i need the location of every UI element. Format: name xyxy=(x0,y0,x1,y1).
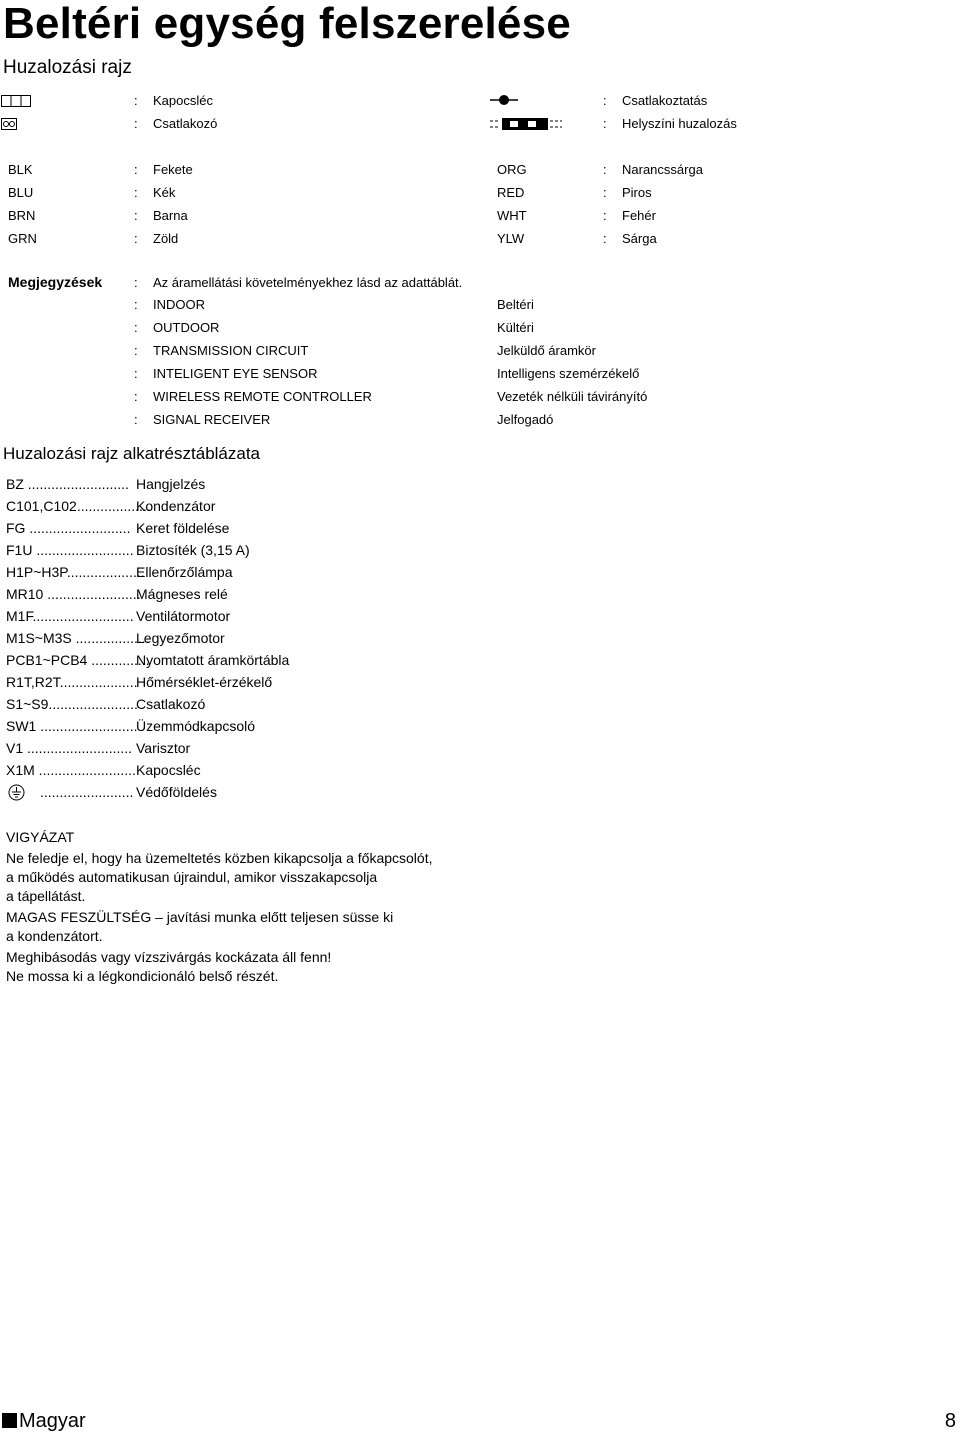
list-item: C101,C102................... Kondenzátor xyxy=(6,498,216,514)
list-item: M1S~M3S ................... Legyezőmotor xyxy=(6,630,225,646)
notes-row: : INTELIGENT EYE SENSOR Intelligens szemérzékelő xyxy=(134,366,640,381)
parts-list xyxy=(6,473,406,803)
footer-language: Magyar xyxy=(2,1408,86,1434)
notes-row: : WIRELESS REMOTE CONTROLLER Vezeték nélküli távirányító xyxy=(134,389,648,404)
legend-label: Csatlakoztatás xyxy=(622,93,708,108)
list-item: X1M ......................... Kapocsléc xyxy=(6,762,201,778)
notes-row: : INDOOR Beltéri xyxy=(134,297,534,312)
legend-label: Helyszíni huzalozás xyxy=(622,116,737,131)
page-number: 8 xyxy=(944,1410,956,1432)
notes-row: : OUTDOOR Kültéri xyxy=(134,320,534,335)
legend-row-connector: : Csatlakozó : Helyszíni huzalozás xyxy=(0,112,960,135)
list-item: MR10 ........................ Mágneses relé xyxy=(6,586,228,602)
legend-row-terminal: : Kapocsléc : Csatlakoztatás xyxy=(0,89,960,112)
list-item: M1F.......................... Ventilátormotor xyxy=(6,608,231,624)
color-row: BRN : Barna WHT : Fehér xyxy=(8,208,656,223)
list-item: F1U ......................... Biztosíték (3,15 A) xyxy=(6,542,250,558)
connector-icon xyxy=(1,118,17,130)
terminal-block-icon xyxy=(1,95,31,107)
color-row: GRN : Zöld YLW : Sárga xyxy=(8,231,657,246)
list-item: ........................ Védőföldelés xyxy=(6,781,406,803)
caution-paragraph: MAGAS FESZÜLTSÉG – javítási munka előtt teljesen süsse ki a kondenzátort. xyxy=(6,909,394,944)
parts-table-title: Huzalozási rajz alkatrésztáblázata xyxy=(3,444,261,463)
list-item: S1~S9....................... Csatlakozó xyxy=(6,696,206,712)
page-title: Beltéri egység felszerelése xyxy=(3,0,571,48)
caution-paragraph: Meghibásodás vagy vízszivárgás kockázata áll fenn! Ne mossa ki a légkondicionáló belső részét. xyxy=(6,949,332,984)
caution-block xyxy=(6,828,432,987)
list-item: FG .......................... Keret földelése xyxy=(6,520,230,536)
list-item: BZ .......................... Hangjelzés xyxy=(6,476,206,492)
connection-icon xyxy=(490,94,518,106)
field-wiring-icon xyxy=(490,117,562,131)
list-item: R1T,R2T.................... Hőmérséklet-érzékelő xyxy=(6,674,273,690)
legend-label: Csatlakozó xyxy=(153,116,218,131)
notes-label: Megjegyzések xyxy=(8,274,103,290)
notes-intro-row: Megjegyzések : Az áramellátási követelményekhez lásd az adattáblát. xyxy=(0,271,960,294)
legend-label: Kapocsléc xyxy=(153,93,213,108)
square-bullet-icon xyxy=(2,1413,17,1428)
list-item: V1 ........................... Varisztor xyxy=(6,740,191,756)
caution-heading: VIGYÁZAT xyxy=(6,829,75,845)
protective-earth-icon xyxy=(8,784,25,801)
list-item: H1P~H3P.................... Ellenőrzőlámpa xyxy=(6,564,233,580)
list-item: PCB1~PCB4 ............... Nyomtatott áramkörtábla xyxy=(6,652,290,668)
section-title-wiring-diagram: Huzalozási rajz xyxy=(3,57,132,78)
color-row: BLU : Kék RED : Piros xyxy=(8,185,652,200)
caution-paragraph: Ne feledje el, hogy ha üzemeltetés közben kikapcsolja a főkapcsolót, a működés automatikusan újraindul, amikor visszakapcsolja a tápellátást. xyxy=(6,850,433,904)
notes-row: : SIGNAL RECEIVER Jelfogadó xyxy=(134,412,554,427)
color-row: BLK : Fekete ORG : Narancssárga xyxy=(8,162,703,177)
notes-row: : TRANSMISSION CIRCUIT Jelküldő áramkör xyxy=(134,343,596,358)
list-item: SW1 ......................... Üzemmódkapcsoló xyxy=(6,718,256,734)
